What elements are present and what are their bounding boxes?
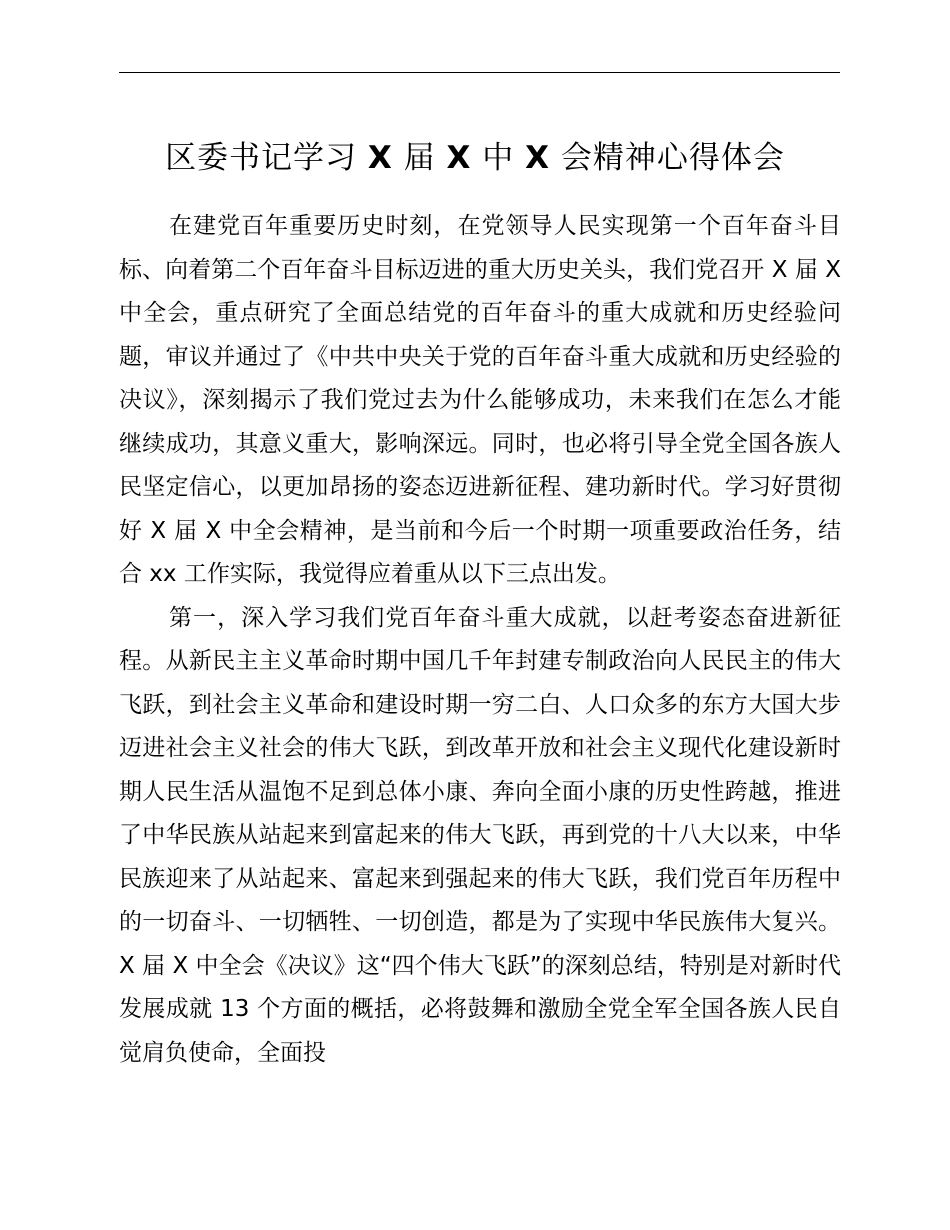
title-placeholder-x-2: X (446, 140, 472, 176)
title-part-1: 区委书记学习 (165, 140, 368, 176)
paragraph-first-point: 第一，深入学习我们党百年奋斗重大成就，以赶考姿态奋进新征程。从新民主主义革命时期中国几千年封建专制政治向人民民主的伟大飞跃，到社会主义革命和建设时期一穷二白、人口众多的东方大国大步迈进社会主义社会的伟大飞跃，到改革开放和社会主义现代化建设新时期人民生活从温饱不足到总体小康、奔向全面小康的历史性跨越，推进了中华民族从站起来到富起来的伟大飞跃，再到党的十八大以来，中华民族迎来了从站起来、富起来到强起来的伟大飞跃，我们党百年历程中的一切奋斗、一切牺牲、一切创造，都是为了实现中华民族伟大复兴。X 届 X 中全会《决议》这“四个伟大飞跃”的深刻总结，特别是对新时代发展成就 13 个方面的概括，必将鼓舞和激励全党全军全国各族人民自觉肩负使命，全面投 (119, 604, 841, 1066)
title-part-4: 会精神心得体会 (550, 140, 785, 176)
title-part-3: 中 (471, 140, 526, 176)
title-placeholder-x-3: X (525, 140, 551, 176)
paragraph-intro: 在建党百年重要历史时刻，在党领导人民实现第一个百年奋斗目标、向着第二个百年奋斗目标迈进的重大历史关头，我们党召开 X 届 X 中全会，重点研究了全面总结党的百年奋斗的重大成就和历史经验问题，审议并通过了《中共中央关于党的百年奋斗重大成就和历史经验的决议》，深刻揭示了我们党过去为什么能够成功，未来我们在怎么才能继续成功，其意义重大，影响深远。同时，也必将引导全党全国各族人民坚定信心，以更加昂扬的姿态迈进新征程、建功新时代。学习好贯彻好 X 届 X 中全会精神，是当前和今后一个时期一项重要政治任务，结合 xx 工作实际，我觉得应着重从以下三点出发。 (119, 213, 841, 587)
title-part-2: 届 (392, 140, 447, 176)
document-title (0, 134, 950, 182)
title-placeholder-x-1: X (367, 140, 393, 176)
header-rule (119, 72, 840, 73)
document-body (119, 205, 841, 1075)
